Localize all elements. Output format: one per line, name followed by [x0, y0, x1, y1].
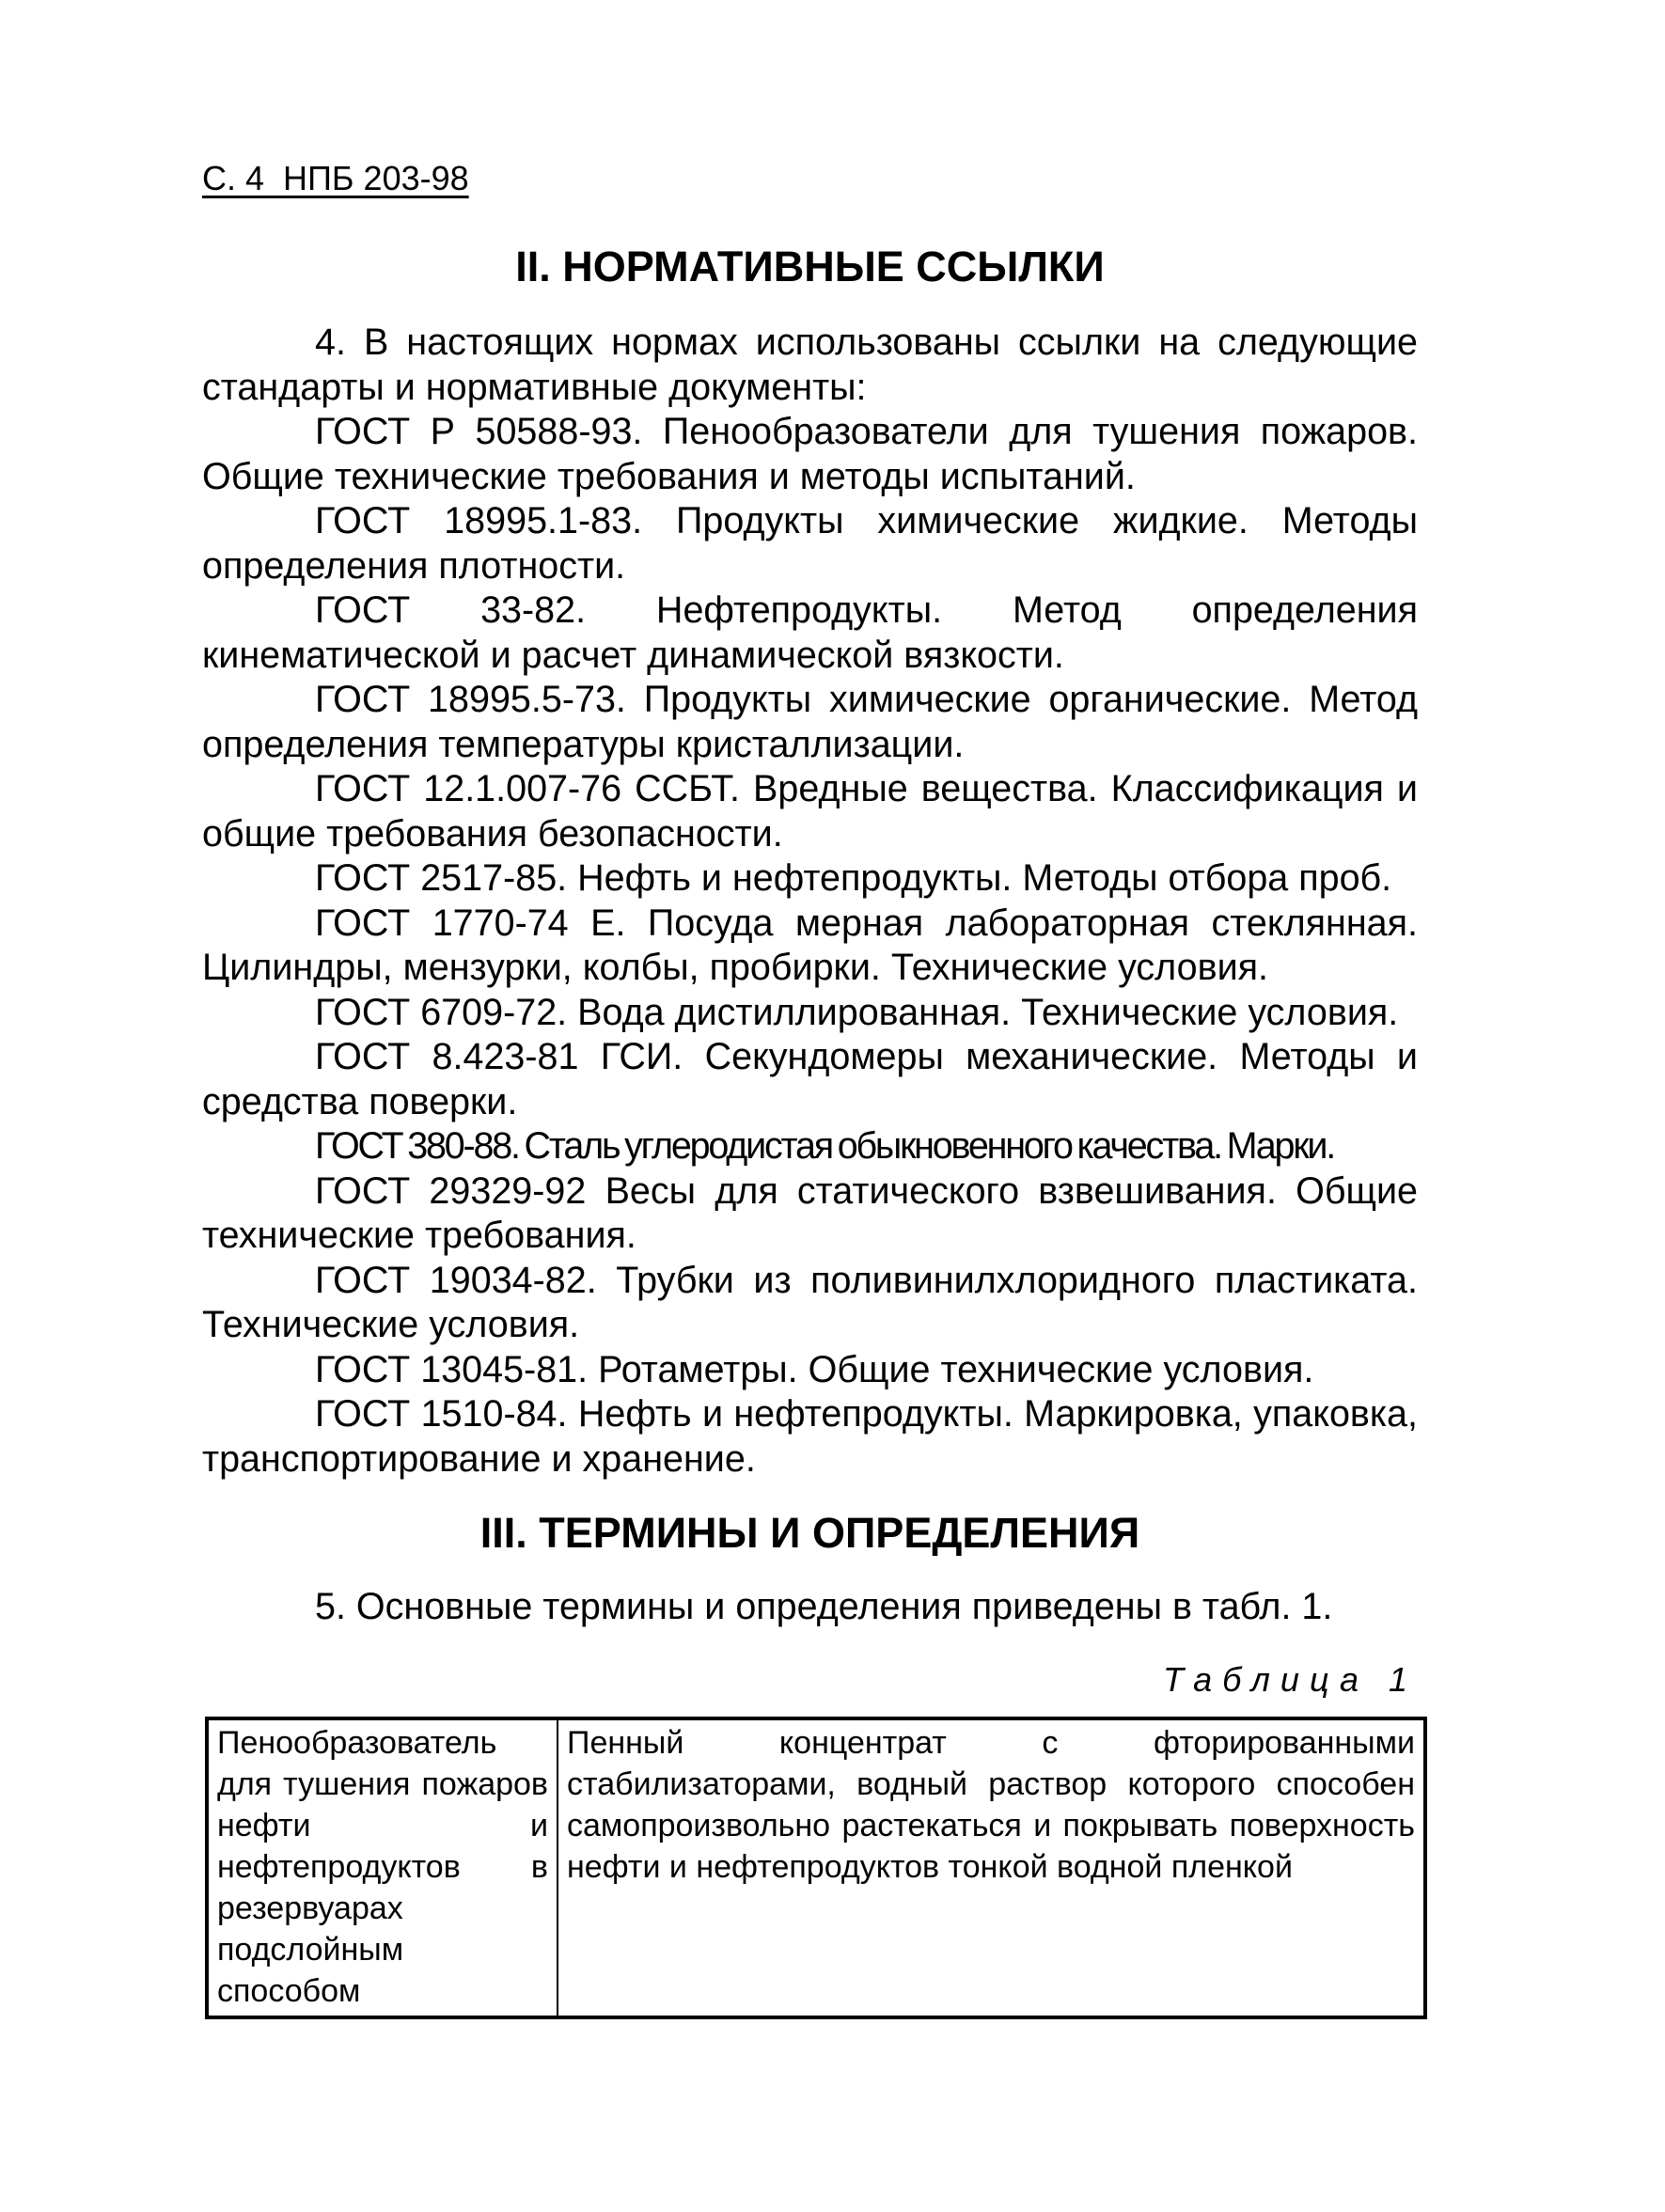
section-title-terms-definitions: III. ТЕРМИНЫ И ОПРЕДЕЛЕНИЯ — [479, 1509, 1140, 1557]
reference-item: ГОСТ 18995.1-83. Продукты химические жидкие. Методы определения плотности. — [202, 500, 1418, 587]
page-header — [202, 158, 469, 199]
reference-item: ГОСТ 380-88. Сталь углеродистая обыкновенного качества. Марки. — [315, 1125, 1335, 1167]
reference-item: ГОСТ 6709-72. Вода дистиллированная. Технические условия. — [315, 991, 1399, 1033]
normative-references-body — [202, 321, 1418, 1482]
page-label: С. 4 — [202, 159, 265, 197]
reference-item: ГОСТ 18995.5-73. Продукты химические органические. Метод определения температуры кристаллизации. — [202, 679, 1418, 765]
reference-item: ГОСТ 1770-74 Е. Посуда мерная лабораторная стеклянная. Цилиндры, мензурки, колбы, пробирки. Технические условия. — [202, 902, 1418, 988]
reference-item: ГОСТ 29329-92 Весы для статического взвешивания. Общие технические требования. — [202, 1169, 1418, 1256]
reference-item: ГОСТ Р 50588-93. Пенообразователи для тушения пожаров. Общие технические требования и методы испытаний. — [202, 411, 1418, 497]
reference-item: ГОСТ 12.1.007-76 ССБТ. Вредные вещества. Классификация и общие требования безопасности. — [202, 768, 1418, 855]
table-caption: Таблица 1 — [1162, 1660, 1418, 1699]
table-row — [207, 1718, 1425, 2017]
definition-cell: Пенный концентрат с фторированными стабилизаторами, водный раствор которого способен самопроизвольно растекаться и покрывать поверхность нефти и нефтепродуктов тонкой водной пленкой — [558, 1718, 1425, 2017]
reference-item: ГОСТ 2517-85. Нефть и нефтепродукты. Методы отбора проб. — [315, 857, 1392, 899]
terms-table — [205, 1717, 1427, 2019]
reference-item: ГОСТ 19034-82. Трубки из поливинилхлоридного пластиката. Технические условия. — [202, 1259, 1418, 1345]
section2-intro-paragraph: 4. В настоящих нормах использованы ссылки на следующие стандарты и нормативные документы: — [202, 322, 1418, 408]
reference-item: ГОСТ 1510-84. Нефть и нефтепродукты. Маркировка, упаковка, транспортирование и хранение. — [202, 1393, 1418, 1480]
section3-intro — [202, 1584, 1418, 1629]
reference-item: ГОСТ 33-82. Нефтепродукты. Метод определения кинематической и расчет динамической вязкости. — [202, 589, 1418, 676]
reference-item: ГОСТ 13045-81. Ротаметры. Общие технические условия. — [315, 1348, 1314, 1390]
document-code: НПБ 203-98 — [283, 159, 469, 197]
section3-intro-paragraph: 5. Основные термины и определения приведены в табл. 1. — [315, 1586, 1333, 1627]
term-cell: Пенообразователь для тушения пожаров нефти и нефтепродуктов в резервуарах подслойным способом — [207, 1718, 558, 2017]
reference-item: ГОСТ 8.423-81 ГСИ. Секундомеры механические. Методы и средства поверки. — [202, 1036, 1418, 1122]
section-title-normative-references: II. НОРМАТИВНЫЕ ССЫЛКИ — [515, 243, 1105, 290]
